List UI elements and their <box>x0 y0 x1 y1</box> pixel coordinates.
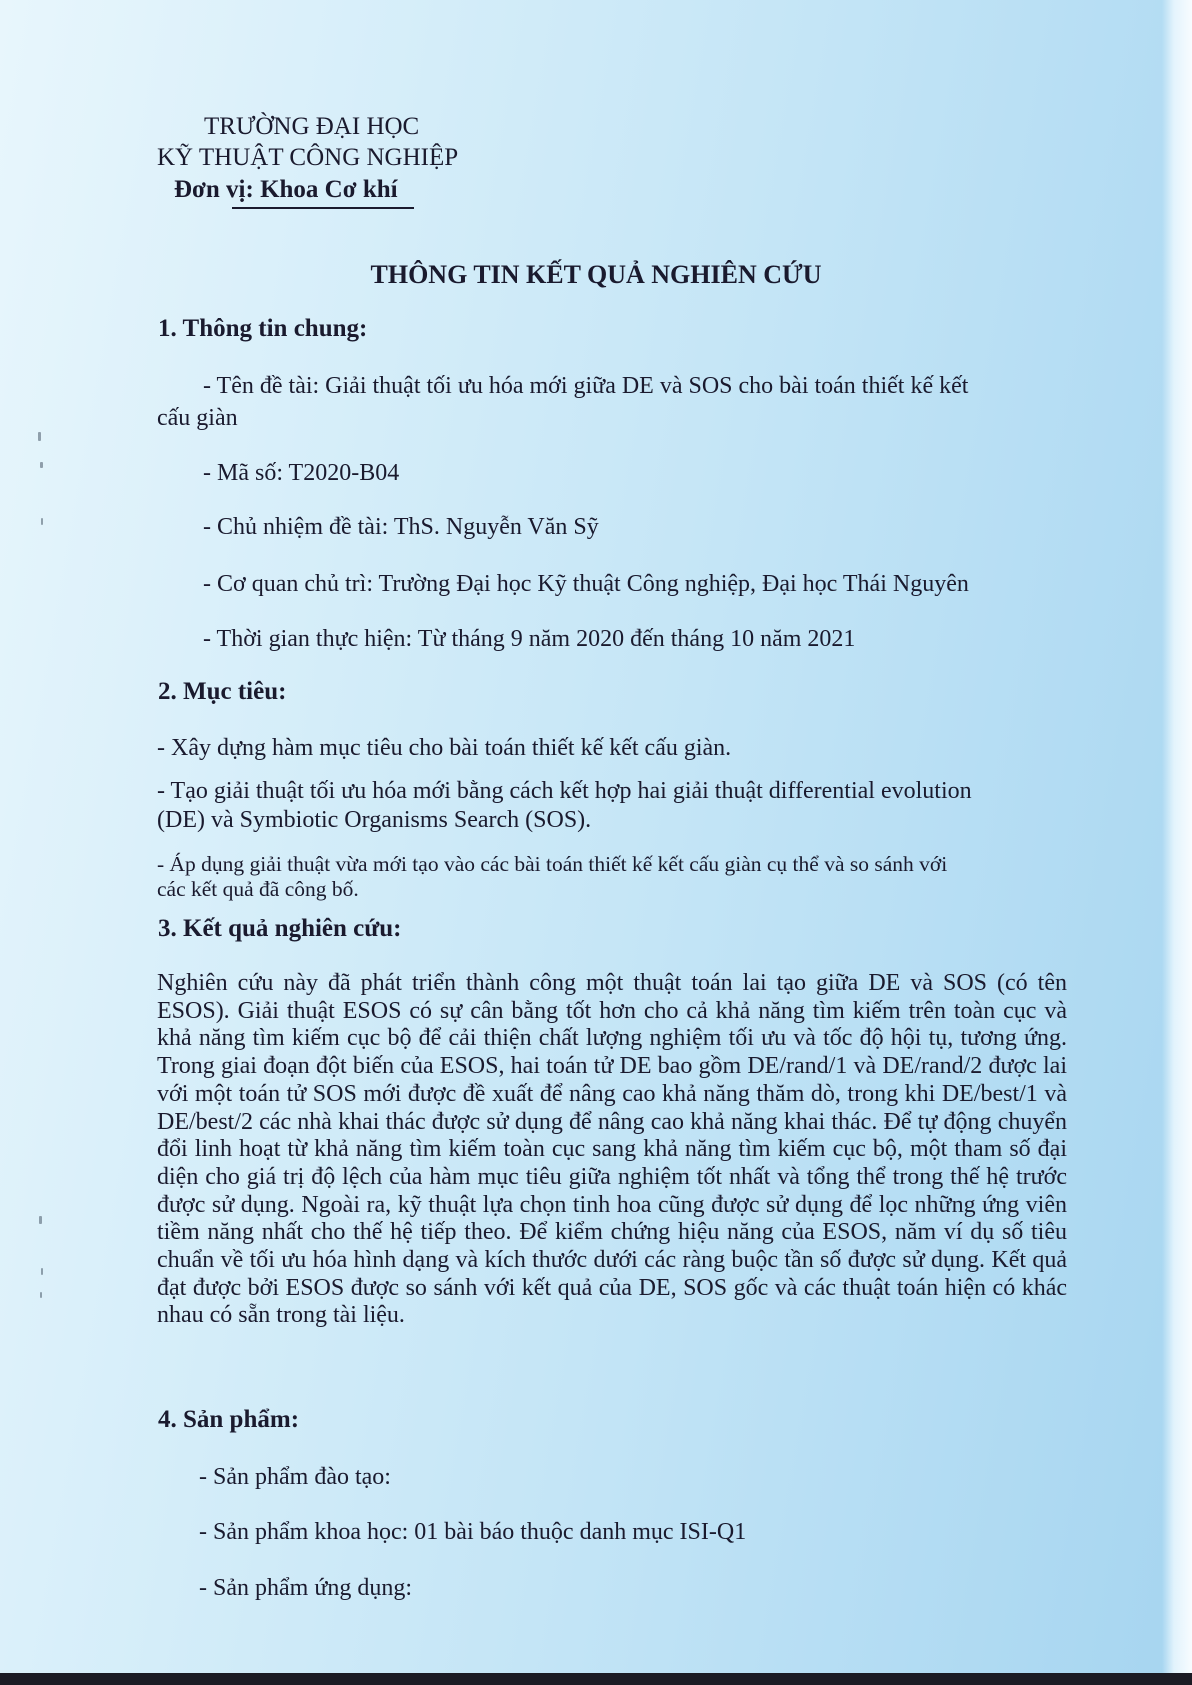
scan-speck <box>41 518 43 525</box>
product-application: - Sản phẩm ứng dụng: <box>199 1575 412 1601</box>
scan-bottom-border <box>0 1673 1192 1685</box>
project-code: - Mã số: T2020-B04 <box>203 460 400 486</box>
section-goals-heading: 2. Mục tiêu: <box>158 678 287 705</box>
university-name-line2: KỸ THUẬT CÔNG NGHIỆP <box>157 144 459 171</box>
project-leader: - Chủ nhiệm đề tài: ThS. Nguyễn Văn Sỹ <box>203 514 599 540</box>
scan-speck <box>39 1216 42 1224</box>
results-paragraph: Nghiên cứu này đã phát triển thành công một thuật toán lai tạo giữa DE và SOS (có tên ESOS). Giải thuật ESOS có sự cân bằng tốt hơn cho cả khả năng tìm kiếm trên toàn cục và khả năng tìm kiếm cục bộ để cải thiện chất lượng nghiệm tối ưu và tốc độ hội tụ, tương ứng. Trong giai đoạn đột biến của ESOS, hai toán tử DE bao gồm DE/rand/1 và DE/rand/2 được lai với một toán tử SOS mới được đề xuất để nâng cao khả năng thăm dò, trong khi DE/best/1 và DE/best/2 các nhà khai thác được sử dụng để nâng cao khả năng khai thác. Để tự động chuyển đổi linh hoạt từ khả năng tìm kiếm toàn cục sang khả năng tìm kiếm cục bộ, một tham số đại diện cho giá trị độ lệch của hàm mục tiêu giữa nghiệm tốt nhất và tổng thể trong thế hệ trước được sử dụng. Ngoài ra, kỹ thuật lựa chọn tinh hoa cũng được sử dụng để lọc những ứng viên tiềm năng nhất cho thế hệ tiếp theo. Để kiểm chứng hiệu năng của ESOS, năm ví dụ số tiêu chuẩn về tối ưu hóa hình dạng và kích thước dưới các ràng buộc tần số được sử dụng. Kết quả đạt được bởi ESOS được so sánh với kết quả của DE, SOS gốc và các thuật toán hiện có khác nhau có sẵn trong tài liệu. <box>157 970 1067 1329</box>
section-products-heading: 4. Sản phẩm: <box>158 1406 300 1433</box>
university-name-line1: TRƯỜNG ĐẠI HỌC <box>204 113 420 140</box>
unit-underline <box>232 207 414 209</box>
section-general-heading: 1. Thông tin chung: <box>158 315 368 342</box>
goal-3-line2: các kết quả đã công bố. <box>157 877 359 901</box>
goal-2-line1: - Tạo giải thuật tối ưu hóa mới bằng cách kết hợp hai giải thuật differential evolution <box>157 778 972 804</box>
goal-2-line2: (DE) và Symbiotic Organisms Search (SOS). <box>157 807 592 833</box>
scan-speck <box>41 1268 43 1275</box>
scan-edge <box>1162 0 1192 1685</box>
goal-1: - Xây dựng hàm mục tiêu cho bài toán thiết kế kết cấu giàn. <box>157 735 732 761</box>
section-results-heading: 3. Kết quả nghiên cứu: <box>158 915 402 942</box>
scan-speck <box>40 462 43 468</box>
scan-speck <box>40 1292 42 1298</box>
topic-line2: cấu giàn <box>157 405 238 431</box>
product-science: - Sản phẩm khoa học: 01 bài báo thuộc danh mục ISI-Q1 <box>199 1519 747 1545</box>
scan-speck <box>38 432 41 441</box>
host-institution: - Cơ quan chủ trì: Trường Đại học Kỹ thuật Công nghiệp, Đại học Thái Nguyên <box>203 571 969 597</box>
document-title: THÔNG TIN KẾT QUẢ NGHIÊN CỨU <box>370 260 822 289</box>
product-training: - Sản phẩm đào tạo: <box>199 1464 391 1490</box>
project-period: - Thời gian thực hiện: Từ tháng 9 năm 2020 đến tháng 10 năm 2021 <box>203 626 856 652</box>
topic-line1: - Tên đề tài: Giải thuật tối ưu hóa mới giữa DE và SOS cho bài toán thiết kế kết <box>203 373 969 399</box>
unit-label: Đơn vị: Khoa Cơ khí <box>174 176 398 203</box>
goal-3-line1: - Áp dụng giải thuật vừa mới tạo vào các bài toán thiết kế kết cấu giàn cụ thể và so sánh với <box>157 852 948 876</box>
